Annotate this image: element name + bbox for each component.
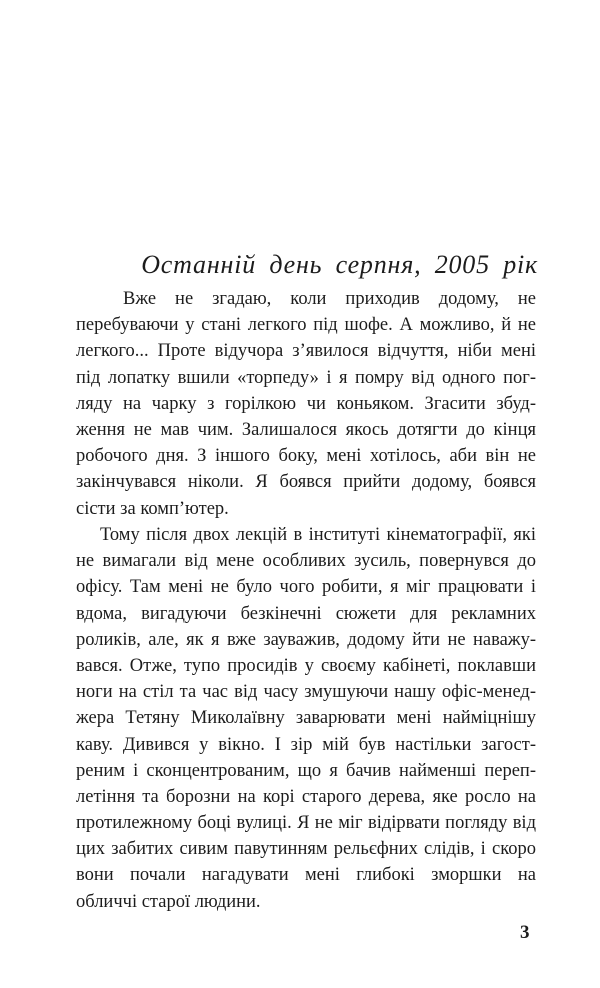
text-line: легкого... Проте відучора з’явилося відчуття, ніби мені: [76, 341, 536, 362]
text-line: не вимагали від мене особливих зусиль, повернувся до: [76, 551, 536, 572]
text-line: Тому після двох лекцій в інституті кінематографії, які: [100, 525, 536, 545]
text-line: ноги на стіл та час від часу змушуючи нашу офіс-менед-: [76, 682, 536, 703]
text-line: вони почали нагадувати мені глибокі зморшки на: [76, 865, 536, 886]
text-line: вдома, вигадуючи безкінечні сюжети для рекламних: [76, 603, 536, 624]
text-line: жера Тетяну Миколаївну заварювати мені наймiцнішу: [76, 708, 536, 729]
text-line: каву. Дивився у вікно. І зір мій був настільки загост-: [76, 734, 536, 755]
text-line: сісти за комп’ютер.: [76, 498, 229, 519]
text-line: робочого дня. З іншого боку, мені хотілось, аби він не: [76, 446, 536, 467]
text-line: під лопатку вшили «торпеду» і я помру від одного пог-: [76, 367, 536, 388]
text-line: протилежному боці вулиці. Я не міг відірвати погляду від: [76, 813, 536, 834]
paragraph-1: [76, 286, 536, 522]
text-line: офісу. Там мені не було чого робити, я міг працювати і: [76, 577, 536, 598]
chapter-title: Останній день серпня, 2005 рік: [141, 250, 538, 279]
text-line: обличчі старої людини.: [76, 891, 261, 912]
text-line: летіння та борозни на корі старого дерева, яке росло на: [76, 786, 536, 807]
text-line: перебуваючи у стані легкого під шофе. А можливо, й не: [76, 315, 536, 336]
text-line: закінчувався ніколи. Я боявся прийти додому, боявся: [76, 472, 536, 493]
text-line: вався. Отже, тупо просидів у своєму кабінеті, поклавши: [76, 655, 536, 676]
text-line: Вже не згадаю, коли приходив додому, не: [123, 289, 536, 309]
text-line: цих забитих сивим павутинням рельєфних слідів, і скоро: [76, 839, 536, 860]
paragraph-2: [76, 522, 536, 915]
text-line: ляду на чарку з горілкою чи коньяком. Згасити збуд-: [76, 393, 536, 414]
text-line: реним і сконцентрованим, що я бачив найменші переп-: [76, 760, 536, 781]
text-line: роликів, але, як я вже зауважив, додому йти не наважу-: [76, 629, 536, 650]
page-number: 3: [520, 922, 530, 943]
text-line: ження не мав чим. Залишалося якось дотягти до кінця: [76, 419, 536, 440]
